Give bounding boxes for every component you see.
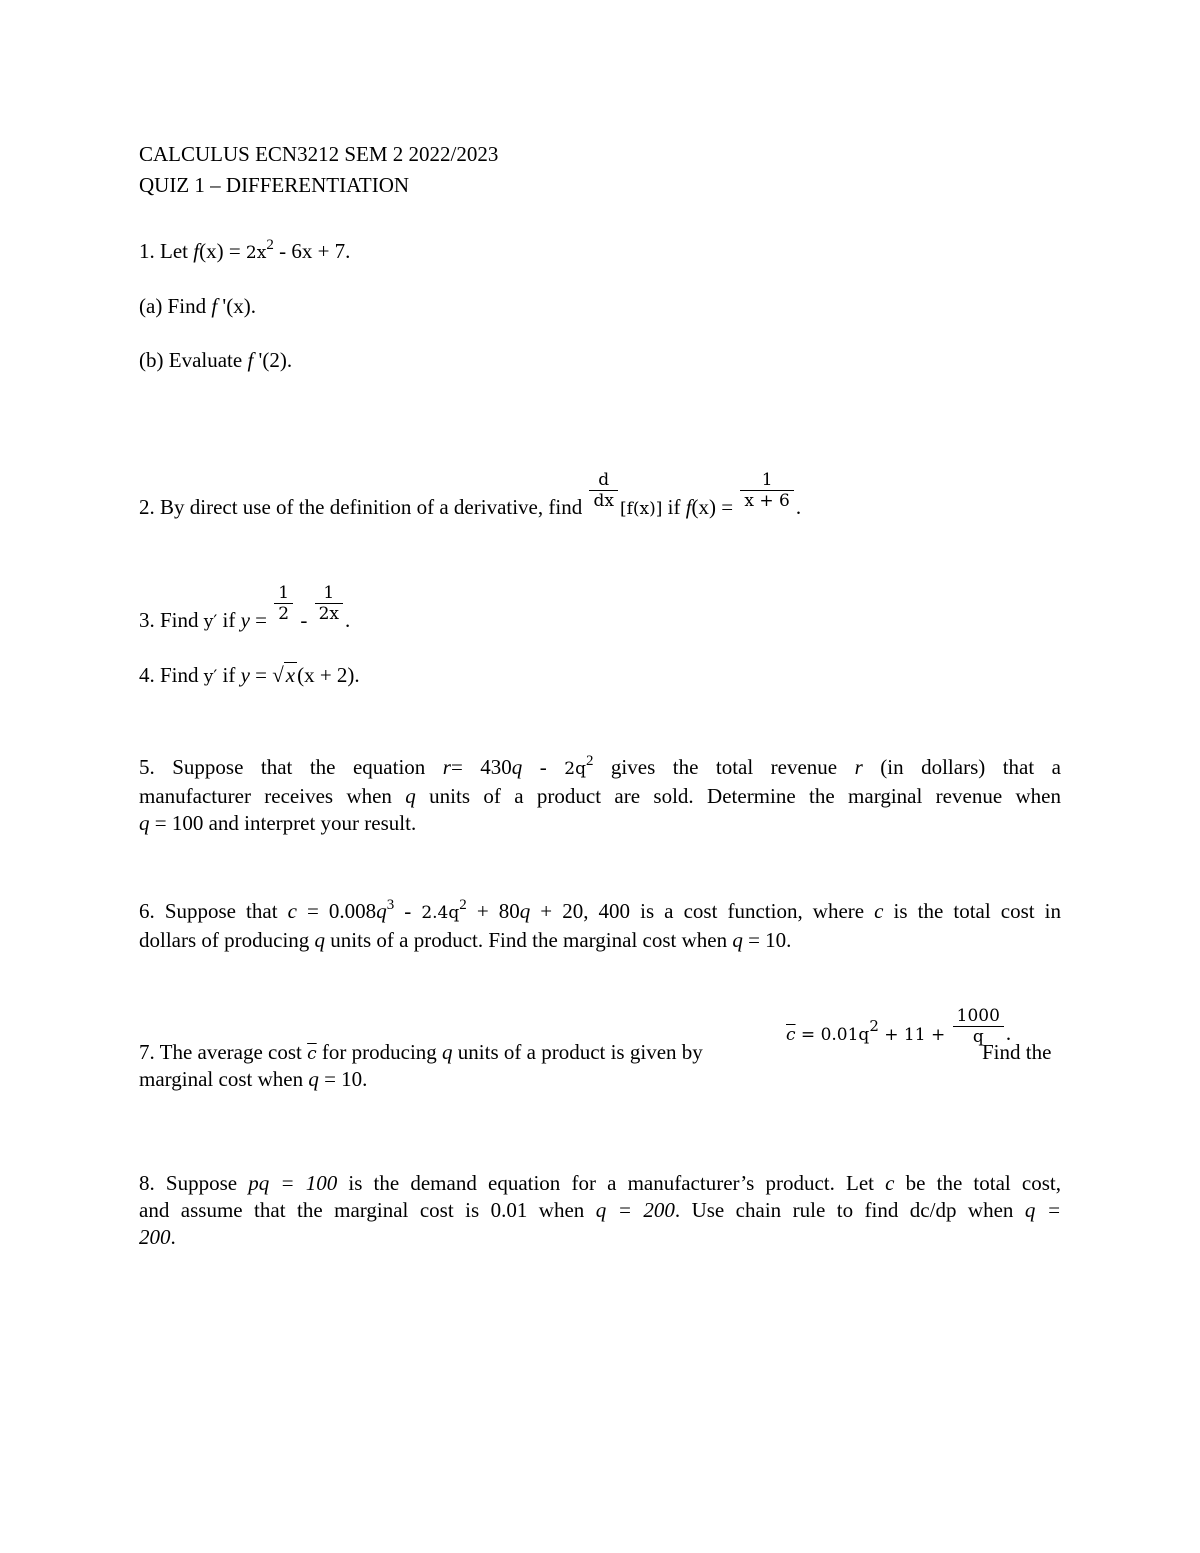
question-1a: (a) Find f '(x). xyxy=(139,294,256,318)
course-title: CALCULUS ECN3212 SEM 2 2022/2023 xyxy=(139,142,499,166)
derivative-operator: $\frac{d}{dx}$ xyxy=(589,470,617,511)
question-4: 4. Find y′ if y = √x(x + 2). xyxy=(139,663,360,687)
question-7-tail: Find the xyxy=(982,1040,1052,1064)
question-7: 7. The average cost $\overline{c}$ for producing q units of a product is given by xyxy=(139,1040,703,1064)
fraction-1000-over-q: $\frac{1000}{q}$ xyxy=(953,1006,1004,1047)
question-6: 6. Suppose that $c = 0.008q^3 - 2.4q^2 + 80q + 20$, 400 is a cost function, where c is the total cost in dollars of producing q units of a product. Find the marginal cost when q = 10. xyxy=(139,897,1061,952)
average-cost-formula: $\overline{c} = 0.01q^2 + 11$ + $\frac{1000}{q}$ . xyxy=(786,1006,1012,1047)
question-3: 3. Find y′ if y = $\frac{1}{2}$ - $\frac{1}{2x}$ . xyxy=(139,583,351,632)
question-1: 1. Let $f(x) = 2x^2 - 6x + 7$. xyxy=(139,237,351,263)
square-root: √x xyxy=(272,663,296,687)
question-7-line2: marginal cost when q = 10. xyxy=(139,1067,368,1091)
quiz-title: QUIZ 1 – DIFFERENTIATION xyxy=(139,173,410,197)
fraction-one-half: $\frac{1}{2}$ xyxy=(274,583,293,624)
question-1b: (b) Evaluate f '(2). xyxy=(139,348,293,372)
fraction-1-over-x-plus-6: $\frac{1}{x + 6}$ xyxy=(740,470,793,511)
question-8: 8. Suppose pq = 100 is the demand equation for a manufacturer’s product. Let c be the total cost, and assume that the marginal cost is 0.01 when q = 200. Use chain rule to find dc/dp when q = 200. xyxy=(139,1171,1062,1249)
fraction-1-over-2x: $\frac{1}{2x}$ xyxy=(315,583,343,624)
question-2: 2. By direct use of the definition of a derivative, find $\frac{d}{dx}$ [f(x)] if f(x) = $\frac{1}{x + 6}$ . xyxy=(139,470,802,519)
question-5: 5. Suppose that the equation $r= 430q - 2q^2$ gives the total revenue r (in dollars) that a manufacturer receives when q units of a product are sold. Determine the marginal revenue when q = 100 and interpret your result. xyxy=(139,753,1061,835)
